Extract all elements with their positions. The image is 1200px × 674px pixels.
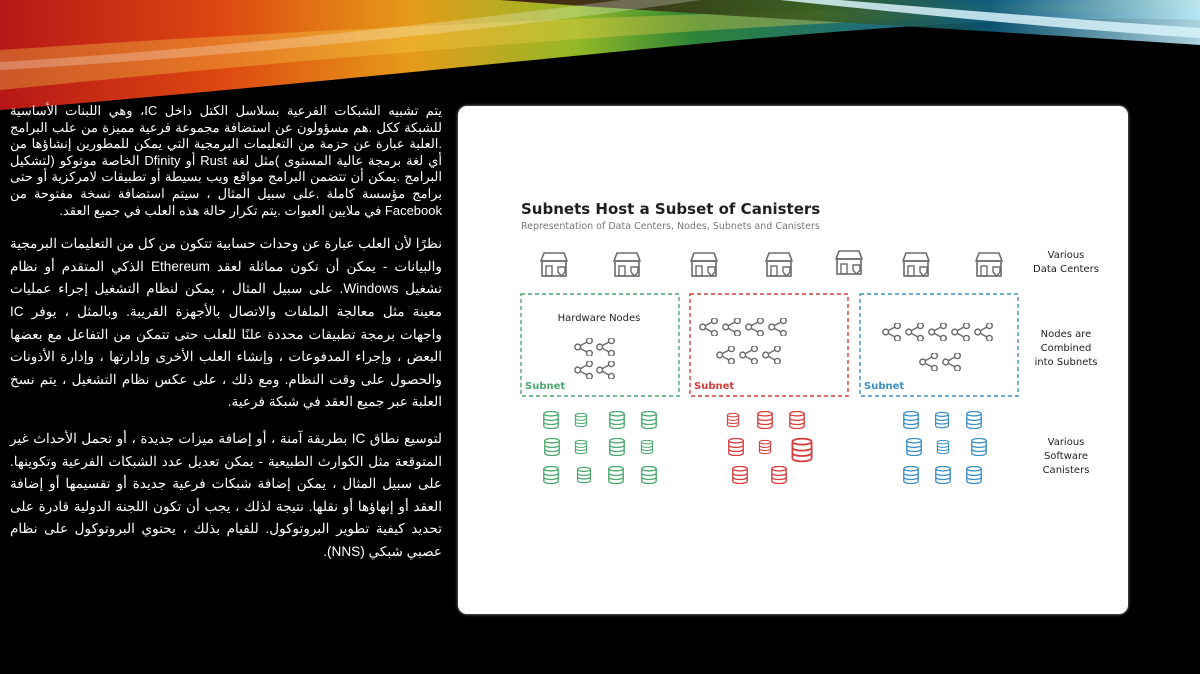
row-label-canisters: Various Software Canisters [1042,437,1090,476]
canister-icon [609,466,623,483]
canister-icon [772,466,786,483]
canister-icon [642,466,656,483]
paragraph-scaling: لتوسيع نطاق IC بطريقة آمنة ، أو إضافة ميزات جديدة ، أو تحمل الأحداث غير المتوقعة مثل الكوارث الطبيعية - يمكن تعديل عدد الشبكات الفرعية وتكوينها. على سبيل المثال ، يمكن إضافة شبكات فرعية جديدة أو تقسيمها أو إضافة العقد أو إنهاؤها أو نقلها. نتيجة لذلك ، يجب أن تكون اللجنة الدولية قادرة على تحديد كيفية تطوير البروتوكول. للقيام بذلك ، يحتوي البروتوكول على نظام عصبي شبكي (NNS). [10,430,442,559]
canister-icon [733,466,747,483]
canister-icon [792,439,811,462]
data-center-icon [766,253,792,276]
canister-icon [972,438,986,455]
node-icon [723,318,740,336]
canister-icon [545,438,559,455]
canister-icons-red [727,411,811,483]
canister-icon [967,466,981,483]
node-icon [746,318,763,336]
diagram-card [458,106,1128,614]
canister-icon [544,466,558,483]
canister-icon [578,467,591,482]
canister-icons-green [544,411,656,483]
canister-icon [759,440,770,453]
canister-icon [729,438,743,455]
node-icon [597,338,614,356]
canister-icon [544,411,558,428]
canister-icon [907,438,921,455]
canister-icon [904,411,918,428]
subnet-label-red: Subnet [694,381,735,392]
node-icon [943,353,960,371]
canister-icons-blue [904,411,986,483]
canister-icon [936,466,950,483]
node-icon [952,323,969,341]
slide-text [10,103,442,577]
subnet-label-green: Subnet [525,381,566,392]
canister-icon [937,440,948,453]
node-icons-blue [883,323,992,371]
canister-icon [904,466,918,483]
canister-icon [641,440,652,453]
node-icon [929,323,946,341]
canister-icon [642,411,656,428]
node-icons-green [575,338,614,379]
node-icon [575,361,592,379]
data-center-icon [903,253,929,276]
data-center-icon [614,253,640,276]
node-icon [920,353,937,371]
subnet-label-blue: Subnet [864,381,905,392]
canister-icon [790,411,804,428]
diagram-title: Subnets Host a Subset of Canisters [521,200,821,218]
canister-icon [610,411,624,428]
paragraph-canisters: نظرًا لأن العلب عبارة عن وحدات حسابية تتكون من كل من التعليمات البرمجية والبيانات - يمكن أن تكون مماثلة لعقد Ethereum الذكي المتقدم أو نظام تشغيل Windows. على سبيل المثال ، يمكن لنظام التشغيل إجراء عمليات معينة مثل معالجة الملفات والاتصال بالأجهزة القريبة. وبالمثل ، يوفر IC واجهات برمجة تطبيقات محددة علنًا للعلب حتى تتمكن من التفاعل مع بعضها البعض ، وإجراء المدفوعات ، وإنشاء العلب الأخرى وإدارتها ، وإدارة الأذونات والحصول على وقت النظام. ومع ذلك ، على عكس نظام التشغيل ، يتم نسخ العلبة عبر جميع العقد في شبكة فرعية. [10,236,442,410]
data-center-icon [691,253,717,276]
canister-icon [610,438,624,455]
row-label-data-centers: Various Data Centers [1033,250,1099,275]
node-icon [906,323,923,341]
decorative-banner [0,0,1200,110]
canister-icon [575,413,586,426]
node-icon [700,318,717,336]
node-icon [769,318,786,336]
node-icon [883,323,900,341]
diagram-subtitle: Representation of Data Centers, Nodes, Subnets and Canisters [521,221,820,232]
data-center-icons [541,251,1002,276]
canister-icon [758,411,772,428]
data-center-icon [976,253,1002,276]
node-icon [575,338,592,356]
node-icon [763,346,780,364]
canister-icon [727,413,738,426]
node-icon [740,346,757,364]
canister-icon [936,412,949,427]
data-center-icon [836,251,862,274]
canister-icon [575,440,586,453]
node-icon [975,323,992,341]
node-icon [597,361,614,379]
canister-icon [967,411,981,428]
paragraph-subnets: يتم تشبيه الشبكات الفرعية بسلاسل الكتل داخل IC، وهي اللبنات الأساسية للشبكة ككل .هم مسؤولون عن استضافة مجموعة فرعية مميزة من علب البرامج .العلبة عبارة عن حزمة من التعليمات البرمجية التي يمكن للمطورين إنشاؤها من أي لغة برمجة عالية المستوى )مثل لغة Rust أو Dfinity الخاصة موتوكو (لتشكيل البرامج .يمكن أن تتضمن البرامج مواقع ويب بسيطة أو تطبيقات لامركزية أو حتى برامج مؤسسة كاملة .على سبيل المثال ، سيتم استضافة نسخة مفتوحة من Facebook في ملايين العبوات .يتم تكرار حالة هذه العلب في جميع العقد. [10,103,443,218]
node-icons-red [700,318,786,364]
row-label-nodes: Nodes are Combined into Subnets [1034,329,1098,368]
node-icon [717,346,734,364]
hardware-nodes-label: Hardware Nodes [557,313,641,324]
data-center-icon [541,253,567,276]
